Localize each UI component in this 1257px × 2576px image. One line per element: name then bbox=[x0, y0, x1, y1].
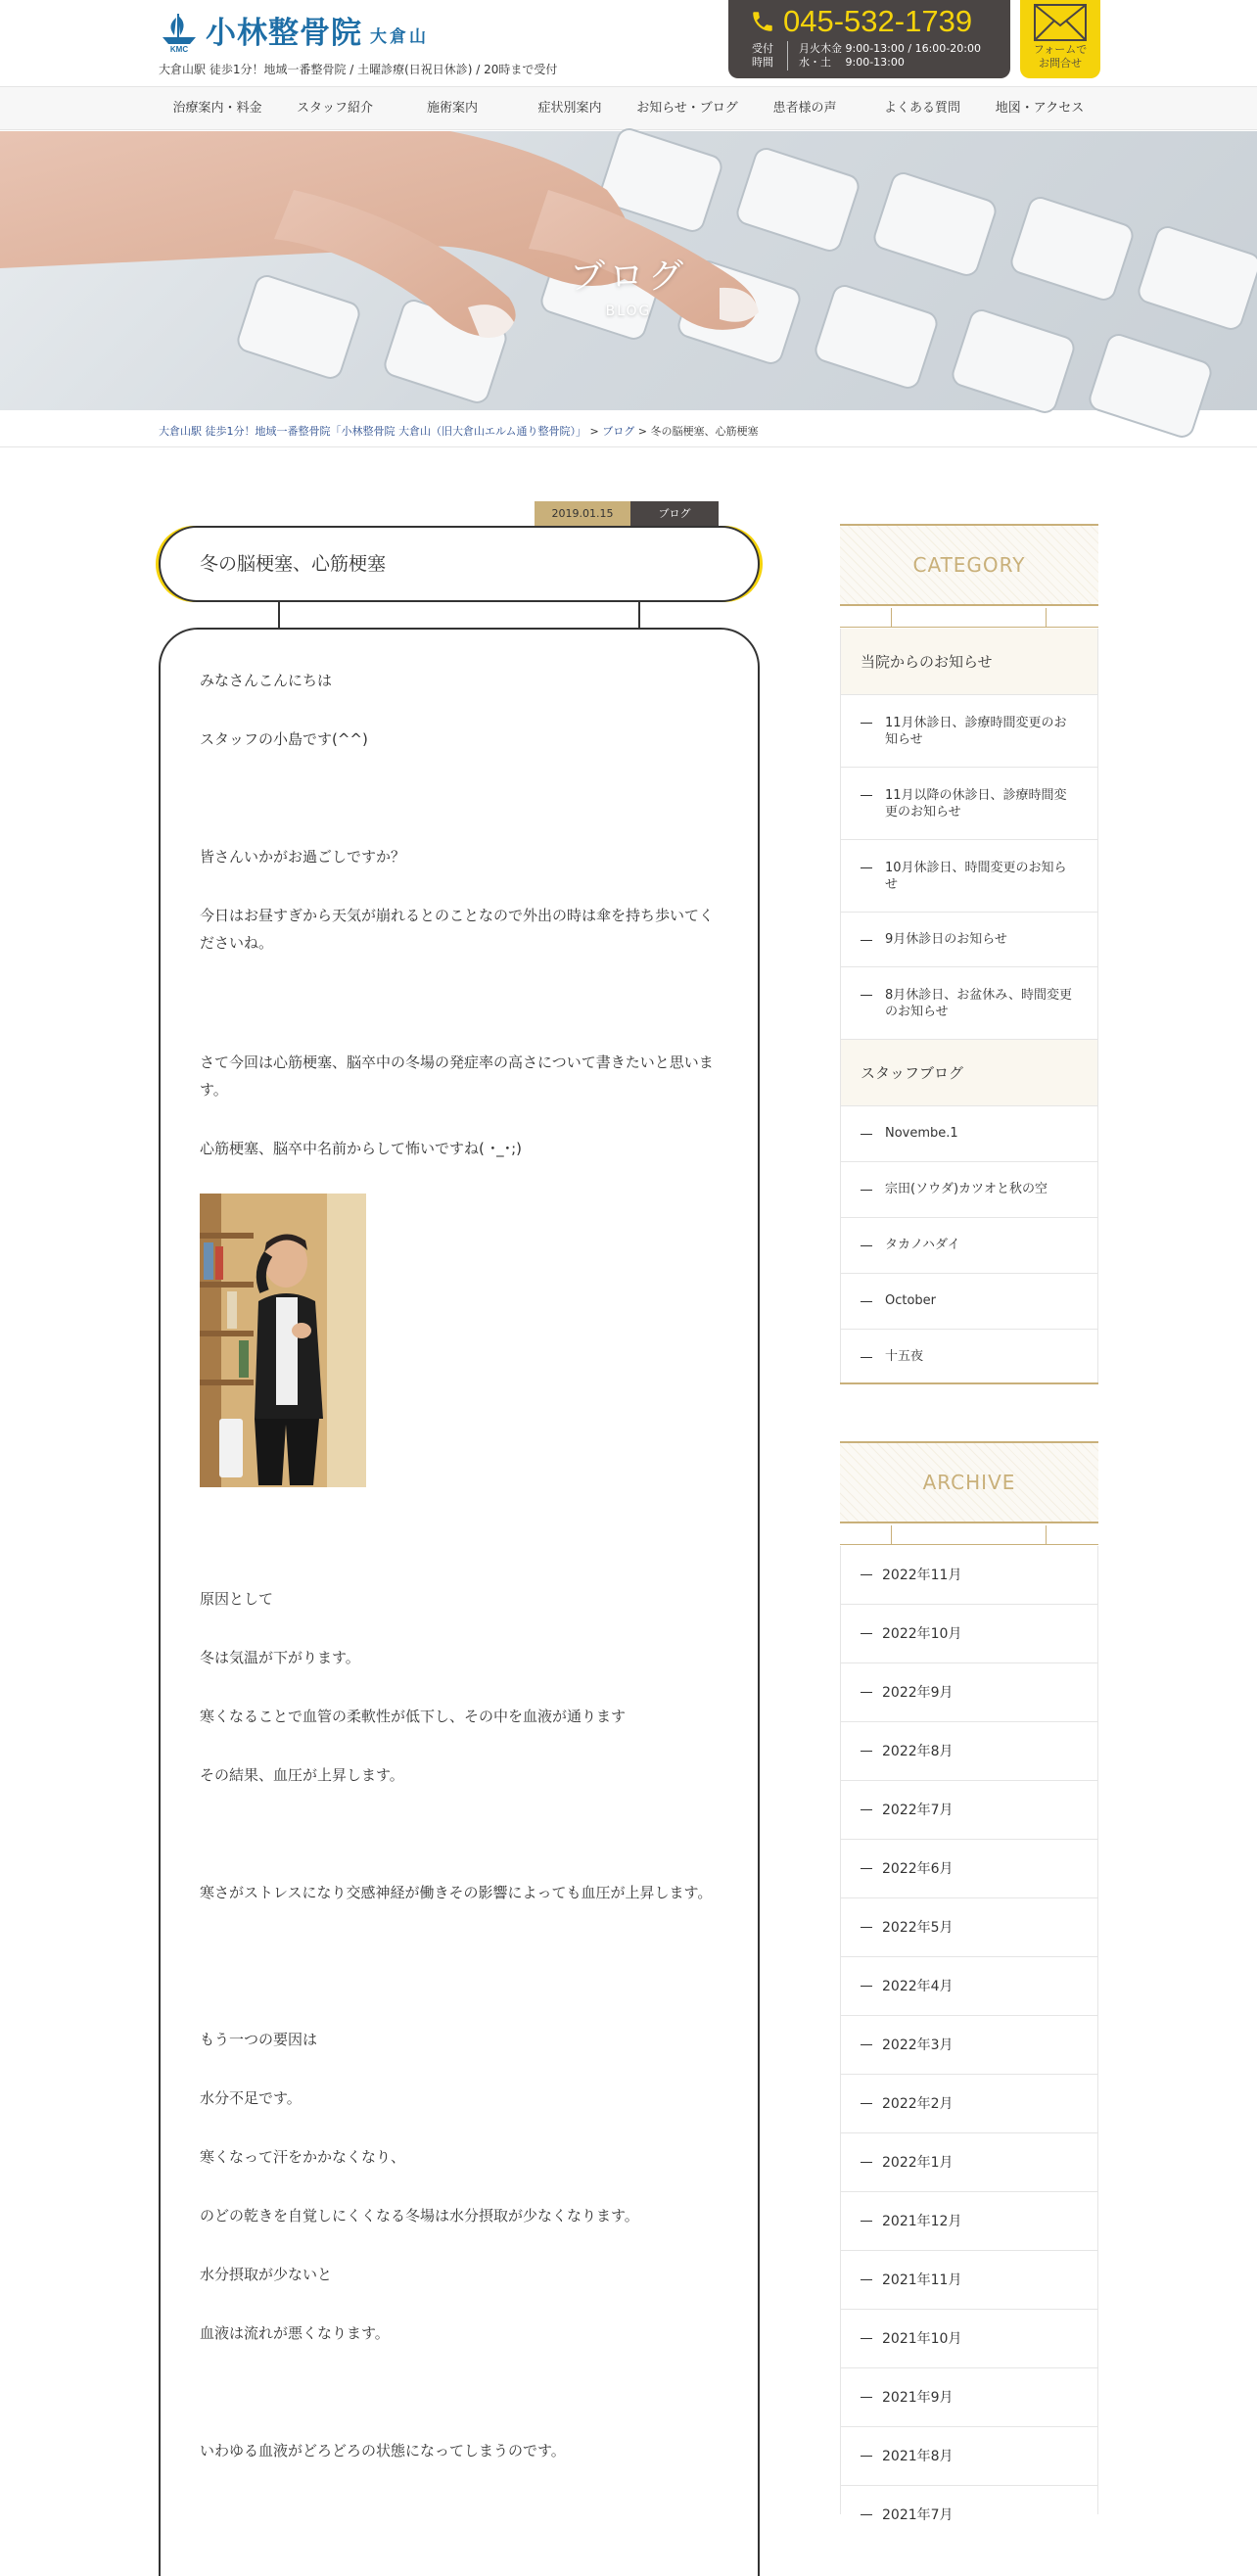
breadcrumb-divider bbox=[0, 446, 1257, 447]
archive-item[interactable] bbox=[840, 2427, 1098, 2486]
archive-item-label: 2021年8月 bbox=[882, 2449, 954, 2464]
title-connector bbox=[638, 602, 640, 629]
post-paragraph: 寒くなって汗をかかなくなり、 bbox=[200, 2148, 406, 2166]
category-item[interactable] bbox=[840, 768, 1098, 840]
phone-icon bbox=[750, 8, 775, 35]
archive-item[interactable] bbox=[840, 2016, 1098, 2075]
header-tagline: 大倉山駅 徒歩1分！地域一番整骨院 / 土曜診療(日祝日休診) / 20時まで受付 bbox=[159, 63, 558, 76]
post-title: 冬の脳梗塞、心筋梗塞 bbox=[200, 553, 387, 575]
category-item-label: 10月休診日、時間変更のお知らせ bbox=[885, 861, 1067, 892]
breadcrumb-current: 冬の脳梗塞、心筋梗塞 bbox=[650, 425, 759, 438]
category-group-clinic-news[interactable]: 当院からのお知らせ bbox=[840, 629, 1098, 695]
archive-item[interactable] bbox=[840, 1722, 1098, 1781]
post-paragraph: さて今回は心筋梗塞、脳卒中の冬場の発症率の高さについて書きたいと思います。 bbox=[200, 1054, 714, 1099]
category-group-staff-blog[interactable]: スタッフブログ bbox=[840, 1040, 1098, 1106]
nav-item-access[interactable]: 地図・アクセス bbox=[995, 101, 1085, 116]
category-heading-decoration bbox=[840, 608, 1098, 628]
logo-mark-text: KMC bbox=[169, 45, 189, 54]
post-paragraph: スタッフの小島です(^^) bbox=[200, 730, 368, 748]
post-body bbox=[159, 628, 760, 2576]
nav-item-faq[interactable]: よくある質問 bbox=[883, 101, 960, 116]
archive-item[interactable] bbox=[840, 1781, 1098, 1840]
tel-box[interactable] bbox=[728, 0, 1010, 78]
post-paragraph: 血液は流れが悪くなります。 bbox=[200, 2324, 390, 2342]
archive-item-label: 2022年10月 bbox=[882, 1626, 962, 1642]
post-paragraph: 冬は気温が下がります。 bbox=[200, 1649, 360, 1666]
opening-hours: 月火木金 9:00-13:00 / 16:00-20:00 水・土 9:00-13:00 bbox=[799, 42, 981, 69]
category-item-label: October bbox=[885, 1293, 937, 1308]
staff-photo-image bbox=[200, 1194, 366, 1487]
post-paragraph: 原因として bbox=[200, 1590, 274, 1608]
category-item-label: 宗田(ソウダ)カツオと秋の空 bbox=[885, 1182, 1048, 1196]
archive-item[interactable] bbox=[840, 1957, 1098, 2016]
nav-item-symptoms[interactable]: 症状別案内 bbox=[537, 101, 602, 116]
post-paragraph: みなさんこんにちは bbox=[200, 672, 333, 689]
post-paragraph: 水分不足です。 bbox=[200, 2089, 302, 2107]
category-item[interactable] bbox=[840, 1106, 1098, 1162]
post-paragraph: 水分摂取が少ないと bbox=[200, 2266, 333, 2283]
archive-item[interactable] bbox=[840, 2192, 1098, 2251]
archive-item-label: 2022年3月 bbox=[882, 2037, 954, 2053]
archive-item-label: 2022年1月 bbox=[882, 2155, 954, 2171]
archive-item[interactable] bbox=[840, 1546, 1098, 1605]
archive-item-label: 2021年11月 bbox=[882, 2272, 962, 2288]
category-item[interactable] bbox=[840, 913, 1098, 967]
post-paragraph: もう一つの要因は bbox=[200, 2031, 318, 2048]
category-item-label: 十五夜 bbox=[885, 1349, 924, 1364]
archive-item-label: 2022年9月 bbox=[882, 1685, 954, 1701]
nav-item-testimonials[interactable]: 患者様の声 bbox=[772, 101, 837, 116]
archive-item-label: 2021年9月 bbox=[882, 2390, 954, 2406]
hours-label: 受付 時間 bbox=[752, 42, 773, 69]
post-date: 2019.01.15 bbox=[535, 501, 630, 527]
logo-title: 小林整骨院 bbox=[206, 16, 362, 51]
archive-item-label: 2022年6月 bbox=[882, 1861, 954, 1877]
post-paragraph: 寒さがストレスになり交感神経が働きその影響によっても血圧が上昇します。 bbox=[200, 1884, 713, 1901]
contact-form-button[interactable] bbox=[1020, 0, 1100, 78]
category-item[interactable] bbox=[840, 695, 1098, 768]
category-item-label: Novembe.1 bbox=[885, 1126, 958, 1141]
archive-heading-decoration bbox=[840, 1525, 1098, 1545]
archive-item[interactable] bbox=[840, 1663, 1098, 1722]
tel-number[interactable] bbox=[750, 4, 972, 39]
archive-item-label: 2022年11月 bbox=[882, 1568, 962, 1583]
category-item-label: 9月休診日のお知らせ bbox=[885, 932, 1007, 947]
global-nav bbox=[0, 86, 1257, 130]
site-header bbox=[0, 0, 1257, 86]
archive-item[interactable] bbox=[840, 1840, 1098, 1898]
category-item[interactable] bbox=[840, 1330, 1098, 1384]
archive-item[interactable] bbox=[840, 2251, 1098, 2310]
archive-item-label: 2022年2月 bbox=[882, 2096, 954, 2112]
breadcrumb-separator: > bbox=[634, 425, 651, 438]
category-heading-box bbox=[840, 524, 1098, 606]
archive-item[interactable] bbox=[840, 2075, 1098, 2133]
archive-item[interactable] bbox=[840, 1898, 1098, 1957]
page-title: ブログ bbox=[569, 257, 687, 297]
post-paragraph: いわゆる血液がどろどろの状態になってしまうのです。 bbox=[200, 2442, 566, 2459]
archive-item[interactable] bbox=[840, 2310, 1098, 2368]
breadcrumb-blog-link[interactable]: ブログ bbox=[602, 425, 635, 438]
mail-button-label: フォームで お問合せ bbox=[1033, 43, 1088, 70]
nav-item-procedures[interactable]: 施術案内 bbox=[426, 101, 478, 116]
category-item[interactable] bbox=[840, 840, 1098, 913]
category-heading: CATEGORY bbox=[912, 553, 1026, 577]
nav-item-staff[interactable]: スタッフ紹介 bbox=[296, 101, 373, 116]
post-paragraph: 皆さんいかがお過ごしですか？ bbox=[200, 848, 406, 866]
site-logo[interactable] bbox=[159, 12, 429, 53]
archive-item-label: 2022年8月 bbox=[882, 1744, 954, 1759]
category-item[interactable] bbox=[840, 967, 1098, 1040]
category-item[interactable] bbox=[840, 1162, 1098, 1218]
post-paragraph: その結果、血圧が上昇します。 bbox=[200, 1766, 404, 1784]
nav-item-news-blog[interactable]: お知らせ・ブログ bbox=[636, 101, 738, 116]
category-item-label: タカノハダイ bbox=[885, 1238, 960, 1252]
hero-banner bbox=[0, 131, 1257, 410]
archive-item-label: 2021年7月 bbox=[882, 2507, 954, 2523]
title-connector bbox=[278, 602, 280, 629]
ship-logo-icon bbox=[159, 12, 200, 53]
archive-heading: ARCHIVE bbox=[922, 1471, 1016, 1494]
nav-item-treatment-fees[interactable]: 治療案内・料金 bbox=[172, 101, 262, 116]
category-item-label: 8月休診日、お盆休み、時間変更のお知らせ bbox=[885, 988, 1073, 1019]
archive-item[interactable] bbox=[840, 2486, 1098, 2523]
category-item[interactable] bbox=[840, 1274, 1098, 1330]
post-category-badge[interactable]: ブログ bbox=[630, 501, 719, 527]
archive-item-label: 2022年7月 bbox=[882, 1803, 954, 1818]
post-paragraph: 今日はお昼すぎから天気が崩れるとのことなので外出の時は傘を持ち歩いてくださいね。 bbox=[200, 907, 715, 952]
archive-heading-box bbox=[840, 1441, 1098, 1523]
archive-item[interactable] bbox=[840, 1605, 1098, 1663]
staff-photo bbox=[200, 1194, 366, 1487]
archive-item-label: 2021年12月 bbox=[882, 2214, 962, 2229]
post-title-box bbox=[159, 526, 760, 602]
logo-subtitle: 大倉山 bbox=[370, 27, 429, 47]
hours-divider bbox=[787, 41, 788, 70]
category-item-label: 11月以降の休診日、診療時間変更のお知らせ bbox=[885, 788, 1067, 820]
archive-item-label: 2022年5月 bbox=[882, 1920, 954, 1936]
post-paragraph: 寒くなることで血管の柔軟性が低下し、その中を血液が通ります bbox=[200, 1708, 627, 1725]
category-bottom-border bbox=[840, 1382, 1098, 1384]
tel-number-text: 045-532-1739 bbox=[783, 4, 973, 38]
category-item-label: 11月休診日、診療時間変更のお知らせ bbox=[885, 716, 1067, 747]
post-paragraph: 心筋梗塞、脳卒中名前からして怖いですね( ･_･;) bbox=[200, 1140, 523, 1157]
post-paragraph: のどの乾きを自覚しにくくなる冬場は水分摂取が少なくなります。 bbox=[200, 2207, 639, 2225]
category-item[interactable] bbox=[840, 1218, 1098, 1274]
archive-item-label: 2021年10月 bbox=[882, 2331, 962, 2347]
archive-item[interactable] bbox=[840, 2133, 1098, 2192]
mail-icon bbox=[1034, 4, 1087, 41]
breadcrumb-separator: > bbox=[586, 425, 603, 438]
archive-item[interactable] bbox=[840, 2368, 1098, 2427]
archive-item-label: 2022年4月 bbox=[882, 1979, 954, 1994]
breadcrumb-home-link[interactable]: 大倉山駅 徒歩1分！地域一番整骨院「小林整骨院 大倉山（旧大倉山エルム通り整骨院）」 bbox=[159, 425, 587, 438]
page-subtitle: BLOG bbox=[605, 304, 652, 319]
breadcrumb bbox=[159, 423, 759, 439]
